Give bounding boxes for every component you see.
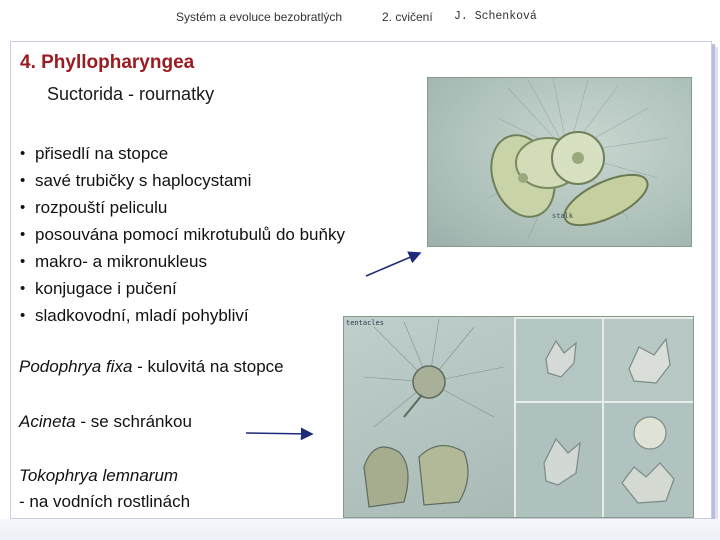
lesson-number: 2. cvičení <box>382 10 433 24</box>
genus-name: Tokophrya lemnarum <box>19 466 179 485</box>
genus-name: Acineta <box>19 412 76 431</box>
arrow-to-conjugation <box>366 253 420 276</box>
genus-name: Podophrya fixa <box>19 357 133 376</box>
photo1-label: stalk <box>552 212 574 220</box>
bullet-item: • sladkovodní, mladí pohybliví <box>20 302 345 329</box>
bullet-item: • rozpouští peliculu <box>20 194 345 221</box>
genus-description: - se schránkou <box>75 412 192 431</box>
course-name: Systém a evoluce bezobratlých <box>176 10 343 24</box>
slide-subtitle: Suctorida - rournatky <box>47 84 215 104</box>
arrow-to-acineta <box>246 433 312 434</box>
genus-description: - kulovitá na stopce <box>132 357 284 376</box>
bullet-item: • savé trubičky s haplocystami <box>20 167 345 194</box>
bullet-item: • přisedlí na stopce <box>20 140 345 167</box>
slide-title: 4. Phyllopharyngea <box>20 52 195 73</box>
photo2-label: tentacles <box>346 319 384 327</box>
genus-tokophrya-description: - na vodních rostlinách <box>19 492 191 511</box>
bullet-item: • makro- a mikronukleus <box>20 248 345 275</box>
bullet-item: • konjugace i pučení <box>20 275 345 302</box>
author-name: J. Schenková <box>454 10 537 23</box>
bullet-item: • posouvána pomocí mikrotubulů do buňky <box>20 221 345 248</box>
